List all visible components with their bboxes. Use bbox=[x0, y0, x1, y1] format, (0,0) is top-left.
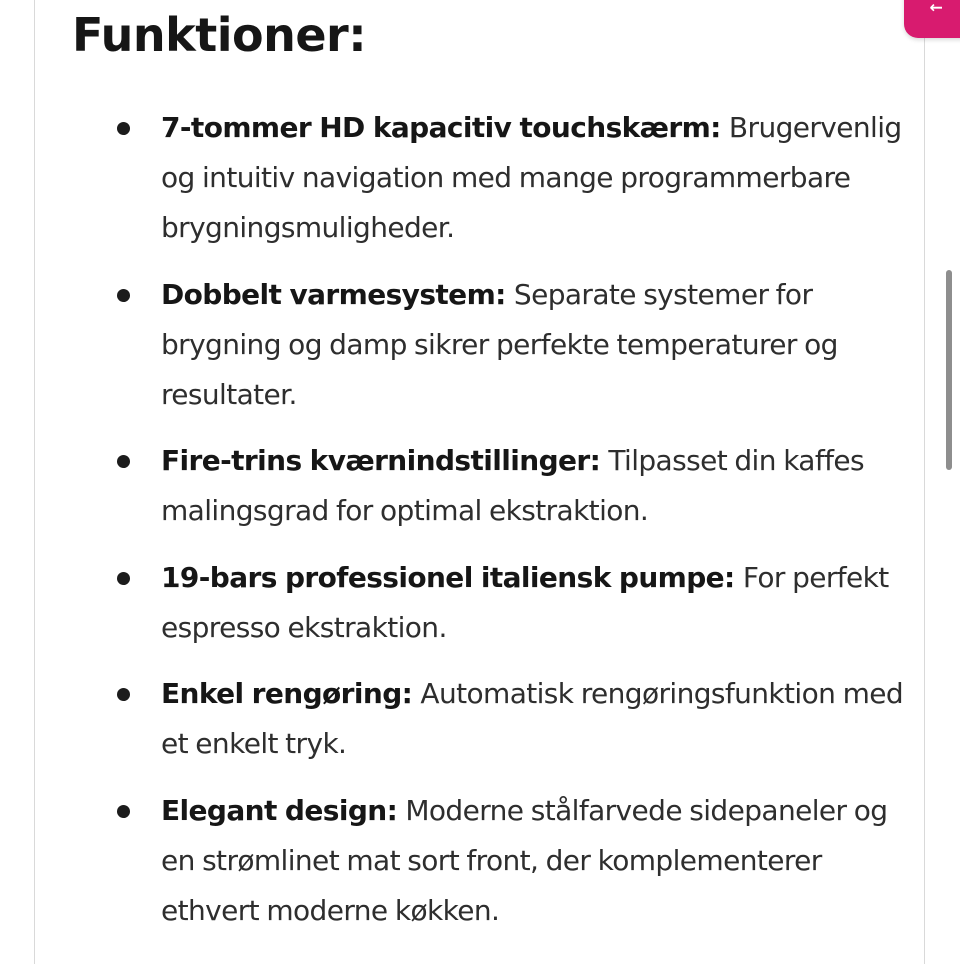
bullet-icon bbox=[117, 572, 130, 585]
feature-title: 19-bars professionel italiensk pumpe: bbox=[161, 560, 743, 594]
feature-title: Elegant design: bbox=[161, 793, 406, 827]
content-panel-left-border bbox=[34, 0, 35, 964]
floating-corner-button[interactable] bbox=[904, 0, 960, 38]
bullet-icon bbox=[117, 455, 130, 468]
section-heading: Funktioner: bbox=[72, 8, 367, 62]
feature-title: Enkel rengøring: bbox=[161, 677, 421, 710]
feature-description: For perfekt espresso ekstraktion. bbox=[161, 560, 889, 644]
feature-item-touchscreen bbox=[161, 103, 921, 253]
corner-button-icon: ↑ bbox=[927, 0, 947, 15]
bullet-icon bbox=[117, 688, 130, 701]
feature-item-pump bbox=[161, 553, 921, 653]
feature-item-cleaning bbox=[161, 669, 921, 769]
feature-description: Tilpasset din kaffes malingsgrad for optimal ekstraktion. bbox=[161, 444, 864, 527]
bullet-icon bbox=[117, 122, 130, 135]
feature-item-design bbox=[161, 786, 921, 936]
feature-item-grinder-settings bbox=[161, 436, 921, 536]
feature-item-heating-system bbox=[161, 270, 921, 420]
feature-description: Brugervenlig og intuitiv navigation med mange programmerbare brygningsmuligheder. bbox=[161, 111, 902, 244]
feature-title: Dobbelt varmesystem: bbox=[161, 277, 514, 311]
feature-title: 7-tommer HD kapacitiv touchskærm: bbox=[161, 111, 729, 144]
feature-description: Separate systemer for brygning og damp sikrer perfekte temperaturer og resultater. bbox=[161, 277, 838, 411]
bullet-icon bbox=[117, 289, 130, 302]
feature-description: Moderne stålfarvede sidepaneler og en strømlinet mat sort front, der komplementerer ethvert moderne køkken. bbox=[161, 793, 888, 927]
feature-description: Automatisk rengøringsfunktion med et enkelt tryk. bbox=[161, 677, 904, 760]
feature-list bbox=[161, 103, 921, 952]
bullet-icon bbox=[117, 805, 130, 818]
scrollbar-thumb[interactable] bbox=[946, 270, 952, 470]
content-panel-right-border bbox=[924, 0, 925, 964]
feature-title: Fire-trins kværnindstillinger: bbox=[161, 444, 609, 477]
